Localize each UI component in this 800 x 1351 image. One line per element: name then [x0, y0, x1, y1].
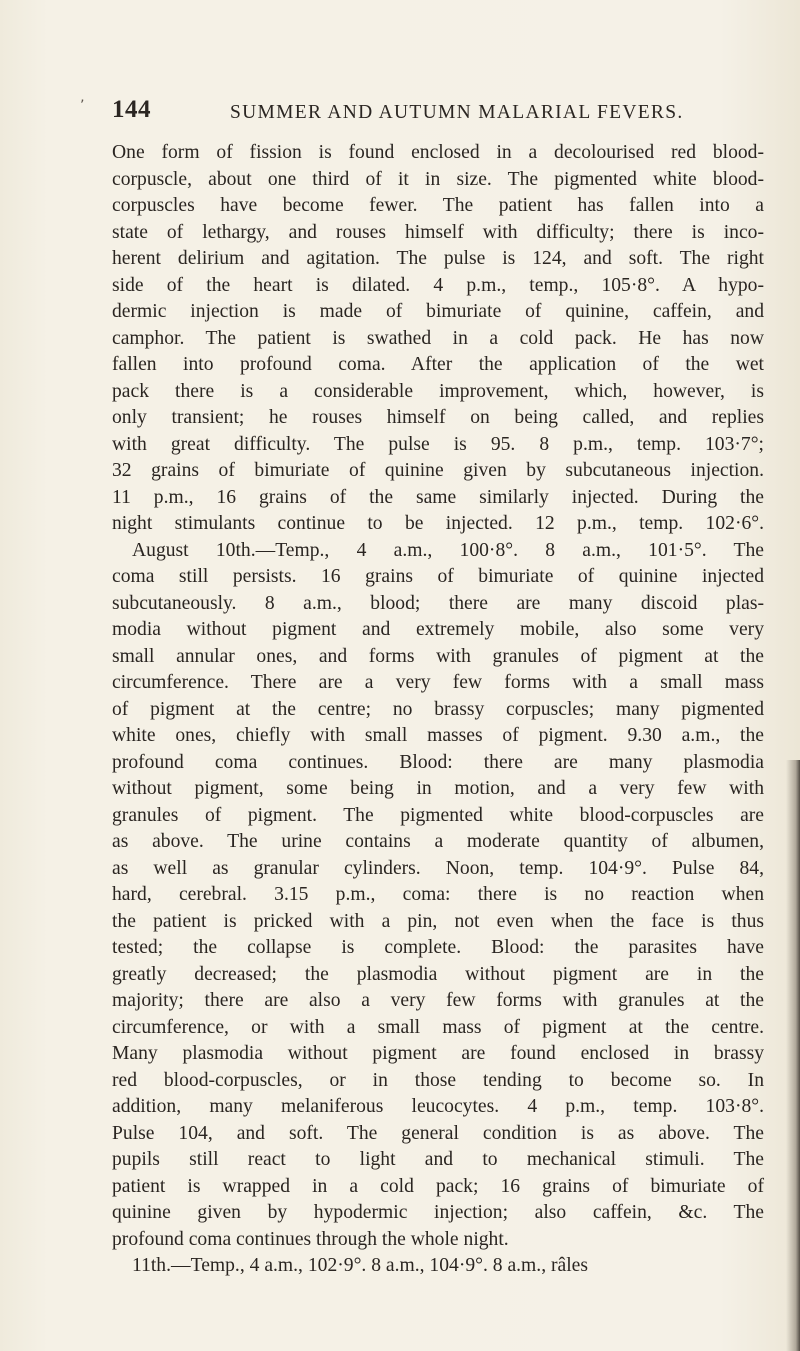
- text-line: herent delirium and agitation. The pulse is 124, and soft. The right: [112, 248, 764, 269]
- text-line: 32 grains of bimuriate of quinine given by subcutaneous injection.: [112, 460, 764, 481]
- page-header: [112, 96, 762, 130]
- margin-mark: ’: [80, 98, 85, 114]
- text-line: the patient is pricked with a pin, not even when the face is thus: [112, 910, 764, 932]
- text-line: 11th.—Temp., 4 a.m., 102·9°. 8 a.m., 104·9°. 8 a.m., râles: [132, 1255, 588, 1276]
- text-line: pack there is a considerable improvement, which, however, is: [112, 380, 764, 402]
- text-line: small annular ones, and forms with granules of pigment at the: [112, 645, 764, 667]
- text-line: profound coma continues. Blood: there are many plasmodia: [112, 751, 764, 773]
- text-line: corpuscle, about one third of it in size. The pigmented white blood-: [112, 168, 764, 190]
- text-line: white ones, chiefly with small masses of pigment. 9.30 a.m., the: [112, 725, 764, 746]
- text-line: with great difficulty. The pulse is 95. 8 p.m., temp. 103·7°;: [112, 433, 764, 455]
- text-line: circumference. There are a very few forms with a small mass: [112, 672, 764, 693]
- text-line: camphor. The patient is swathed in a cold pack. He has now: [112, 327, 764, 349]
- text-line: corpuscles have become fewer. The patient has fallen into a: [112, 195, 764, 216]
- text-line: circumference, or with a small mass of pigment at the centre.: [112, 1016, 764, 1038]
- text-line: only transient; he rouses himself on being called, and replies: [112, 407, 764, 428]
- text-line: August 10th.—Temp., 4 a.m., 100·8°. 8 a.m., 101·5°. The: [132, 539, 764, 561]
- text-line: red blood-corpuscles, or in those tending to become so. In: [112, 1069, 764, 1091]
- text-line: tested; the collapse is complete. Blood: the parasites have: [112, 937, 764, 958]
- body-text: [112, 140, 764, 1280]
- running-head: SUMMER AND AUTUMN MALARIAL FEVERS.: [230, 102, 684, 123]
- text-line: dermic injection is made of bimuriate of quinine, caffein, and: [112, 301, 764, 322]
- text-line: Pulse 104, and soft. The general condition is as above. The: [112, 1122, 764, 1144]
- page-edge-shadow: [786, 760, 800, 1351]
- text-line: profound coma continues through the whole night.: [112, 1228, 509, 1250]
- text-line: majority; there are also a very few forms with granules at the: [112, 990, 764, 1011]
- text-line: side of the heart is dilated. 4 p.m., temp., 105·8°. A hypo-: [112, 274, 764, 296]
- text-line: of pigment at the centre; no brassy corpuscles; many pigmented: [112, 698, 764, 720]
- text-line: modia without pigment and extremely mobile, also some very: [112, 619, 764, 640]
- text-line: as above. The urine contains a moderate quantity of albumen,: [112, 831, 764, 852]
- text-line: fallen into profound coma. After the application of the wet: [112, 354, 764, 375]
- text-line: greatly decreased; the plasmodia without pigment are in the: [112, 963, 764, 985]
- text-line: without pigment, some being in motion, and a very few with: [112, 778, 764, 799]
- text-line: state of lethargy, and rouses himself with difficulty; there is inco-: [112, 221, 764, 243]
- text-line: granules of pigment. The pigmented white blood-corpuscles are: [112, 804, 764, 826]
- text-line: addition, many melaniferous leucocytes. 4 p.m., temp. 103·8°.: [112, 1096, 764, 1117]
- text-line: Many plasmodia without pigment are found enclosed in brassy: [112, 1043, 764, 1064]
- text-line: pupils still react to light and to mechanical stimuli. The: [112, 1149, 764, 1170]
- text-line: patient is wrapped in a cold pack; 16 grains of bimuriate of: [112, 1175, 764, 1197]
- text-line: night stimulants continue to be injected. 12 p.m., temp. 102·6°.: [112, 513, 764, 534]
- text-line: coma still persists. 16 grains of bimuriate of quinine injected: [112, 566, 764, 587]
- text-line: as well as granular cylinders. Noon, temp. 104·9°. Pulse 84,: [112, 857, 764, 879]
- text-line: 11 p.m., 16 grains of the same similarly injected. During the: [112, 486, 764, 508]
- text-line: subcutaneously. 8 a.m., blood; there are many discoid plas-: [112, 592, 764, 614]
- page-number: 144: [112, 96, 151, 123]
- text-line: One form of fission is found enclosed in a decolourised red blood-: [112, 142, 764, 163]
- text-line: quinine given by hypodermic injection; also caffein, &c. The: [112, 1202, 764, 1223]
- text-line: hard, cerebral. 3.15 p.m., coma: there is no reaction when: [112, 884, 764, 905]
